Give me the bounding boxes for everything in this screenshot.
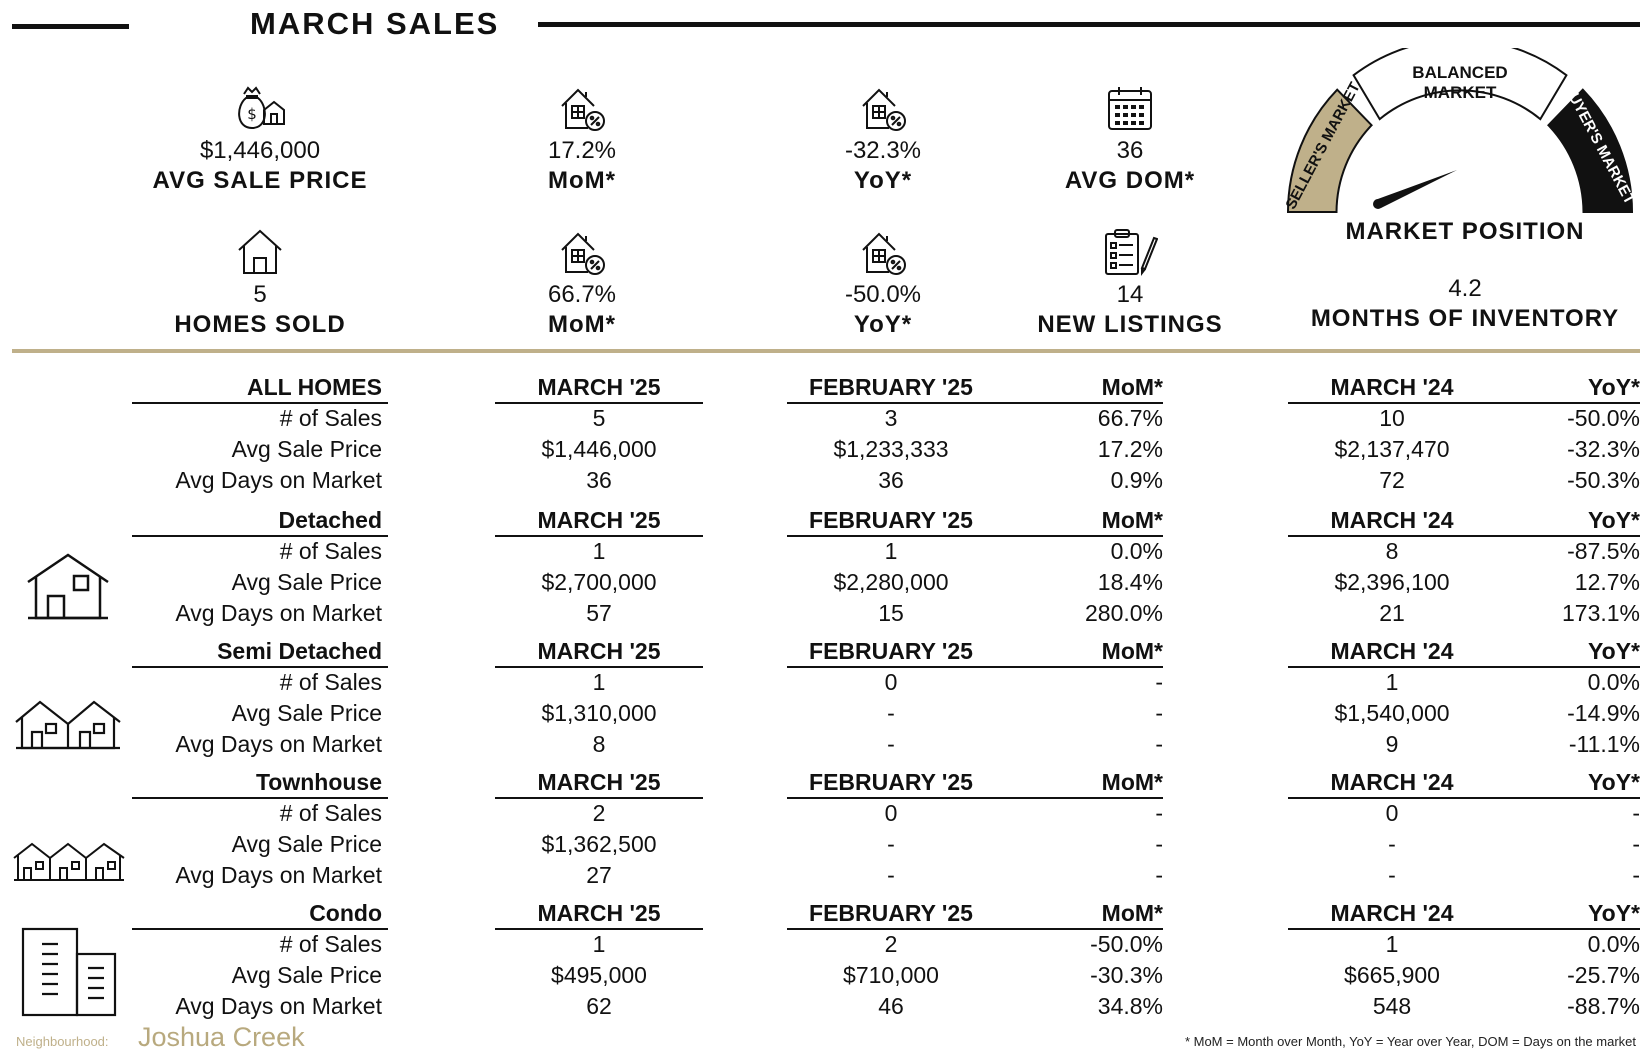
- col-header-yoy: YoY*: [1588, 507, 1640, 533]
- cell-m24: -: [1388, 831, 1396, 857]
- col-header-march-24: MARCH '24: [1330, 769, 1454, 795]
- col-header-march-25: MARCH '25: [537, 900, 661, 926]
- cell-mom: -: [1155, 800, 1163, 826]
- kpi-new-listings: [980, 220, 1280, 340]
- cell-yoy: -88.7%: [1567, 993, 1640, 1019]
- row-label: Avg Sale Price: [231, 831, 382, 857]
- cell-yoy: 0.0%: [1587, 931, 1640, 957]
- gauge-seller-label: SELLER'S MARKET: [1282, 79, 1364, 213]
- house-icon: [236, 228, 284, 276]
- cell-m24: $2,137,470: [1334, 436, 1450, 462]
- cell-mom: 0.0%: [1110, 538, 1163, 564]
- kpi-price-mom: [432, 76, 732, 196]
- cell-m25: $1,310,000: [541, 700, 657, 726]
- sold-yoy-value: -50.0%: [844, 281, 922, 308]
- price-mom-label: MoM*: [548, 167, 616, 194]
- neighbourhood-label: Neighbourhood:: [16, 1034, 109, 1049]
- col-header-march-25: MARCH '25: [537, 769, 661, 795]
- col-header-march-24: MARCH '24: [1330, 638, 1454, 664]
- sold-yoy-label: YoY*: [853, 311, 913, 338]
- price-yoy-value: -32.3%: [844, 137, 922, 164]
- cell-yoy: -: [1632, 831, 1640, 857]
- homes-sold-label: HOMES SOLD: [174, 311, 346, 338]
- cell-m24: -: [1388, 862, 1396, 888]
- avg-sale-price-label: AVG SALE PRICE: [152, 167, 368, 194]
- table-row: [0, 403, 1650, 434]
- cell-m24: 21: [1379, 600, 1405, 626]
- col-header-yoy: YoY*: [1588, 769, 1640, 795]
- col-header-mom: MoM*: [1101, 374, 1163, 400]
- calendar-icon: [1106, 84, 1154, 132]
- homes-sold-value: 5: [253, 281, 267, 308]
- cell-m25: 57: [586, 600, 612, 626]
- cell-mom: -: [1155, 731, 1163, 757]
- table-row: [0, 667, 1650, 698]
- cell-f25: 0: [884, 800, 898, 826]
- col-header-mom: MoM*: [1101, 638, 1163, 664]
- cell-yoy: 12.7%: [1574, 569, 1640, 595]
- col-header-march-24: MARCH '24: [1330, 900, 1454, 926]
- semi-detached-house-icon: [14, 698, 122, 752]
- row-label: # of Sales: [279, 800, 382, 826]
- cell-f25: $1,233,333: [833, 436, 949, 462]
- table-row: [0, 536, 1650, 567]
- section-title: Condo: [309, 900, 382, 926]
- cell-f25: 36: [878, 467, 904, 493]
- gauge-needle: [1375, 170, 1457, 208]
- avg-dom-label: AVG DOM*: [1064, 167, 1196, 194]
- cell-mom: 66.7%: [1097, 405, 1163, 431]
- cell-f25: -: [887, 731, 895, 757]
- col-header-mom: MoM*: [1101, 507, 1163, 533]
- section-divider: [12, 349, 1640, 353]
- kpi-avg-dom: [980, 76, 1280, 196]
- row-label: Avg Sale Price: [231, 700, 382, 726]
- col-header-february-25: FEBRUARY '25: [809, 769, 973, 795]
- col-header-march-24: MARCH '24: [1330, 374, 1454, 400]
- cell-f25: 46: [878, 993, 904, 1019]
- row-label: Avg Days on Market: [175, 862, 382, 888]
- table-header-row: [0, 636, 1650, 667]
- avg-dom-value: 36: [1116, 137, 1144, 164]
- cell-f25: -: [887, 831, 895, 857]
- cell-m24: $665,900: [1344, 962, 1440, 988]
- row-label: Avg Sale Price: [231, 436, 382, 462]
- cell-yoy: -: [1632, 862, 1640, 888]
- condo-building-icon: [20, 926, 120, 1018]
- cell-mom: 17.2%: [1097, 436, 1163, 462]
- cell-m25: 8: [592, 731, 606, 757]
- cell-yoy: -87.5%: [1567, 538, 1640, 564]
- cell-yoy: -: [1632, 800, 1640, 826]
- cell-m25: $2,700,000: [541, 569, 657, 595]
- col-header-mom: MoM*: [1101, 900, 1163, 926]
- new-listings-value: 14: [1116, 281, 1144, 308]
- cell-m24: 548: [1372, 993, 1412, 1019]
- cell-yoy: -14.9%: [1567, 700, 1640, 726]
- col-header-mom: MoM*: [1101, 769, 1163, 795]
- table-row: [0, 991, 1650, 1022]
- cell-f25: -: [887, 862, 895, 888]
- cell-m25: 1: [592, 538, 606, 564]
- cell-f25: -: [887, 700, 895, 726]
- cell-m25: 62: [586, 993, 612, 1019]
- cell-f25: 2: [884, 931, 898, 957]
- kpi-months-of-inventory: [1290, 274, 1640, 334]
- cell-mom: -30.3%: [1090, 962, 1163, 988]
- price-yoy-label: YoY*: [853, 167, 913, 194]
- clipboard-pencil-icon: [1102, 228, 1158, 276]
- kpi-homes-sold: [110, 220, 410, 340]
- col-header-march-25: MARCH '25: [537, 507, 661, 533]
- cell-m25: 1: [592, 931, 606, 957]
- cell-f25: 3: [884, 405, 898, 431]
- cell-m25: $1,362,500: [541, 831, 657, 857]
- table-row: [0, 465, 1650, 496]
- kpi-sold-mom: [432, 220, 732, 340]
- cell-f25: $710,000: [843, 962, 939, 988]
- cell-mom: 280.0%: [1084, 600, 1163, 626]
- section-title: Townhouse: [255, 769, 382, 795]
- house-percent-icon: [859, 84, 907, 132]
- row-label: Avg Sale Price: [231, 569, 382, 595]
- table-header-row: [0, 372, 1650, 403]
- section-title: ALL HOMES: [246, 374, 382, 400]
- cell-m25: 1: [592, 669, 606, 695]
- row-label: Avg Sale Price: [231, 962, 382, 988]
- cell-m24: $2,396,100: [1334, 569, 1450, 595]
- cell-yoy: -50.0%: [1567, 405, 1640, 431]
- table-row: [0, 929, 1650, 960]
- cell-m25: 2: [592, 800, 606, 826]
- table-header-row: [0, 767, 1650, 798]
- svg-text:$: $: [247, 105, 257, 123]
- table-header-row: [0, 505, 1650, 536]
- section-title: Semi Detached: [217, 638, 382, 664]
- cell-yoy: 0.0%: [1587, 669, 1640, 695]
- cell-mom: -: [1155, 862, 1163, 888]
- cell-yoy: 173.1%: [1561, 600, 1640, 626]
- row-label: # of Sales: [279, 931, 382, 957]
- table-row: [0, 598, 1650, 629]
- cell-m24: 1: [1385, 931, 1399, 957]
- gauge-balanced-label: MARKET: [1423, 83, 1497, 102]
- table-row: [0, 434, 1650, 465]
- table-header-row: [0, 898, 1650, 929]
- cell-m25: 36: [586, 467, 612, 493]
- table-row: [0, 960, 1650, 991]
- cell-f25: $2,280,000: [833, 569, 949, 595]
- new-listings-label: NEW LISTINGS: [1037, 311, 1223, 338]
- col-header-march-25: MARCH '25: [537, 374, 661, 400]
- cell-m25: 27: [586, 862, 612, 888]
- cell-f25: 0: [884, 669, 898, 695]
- header-rule-left: [12, 24, 129, 29]
- col-header-yoy: YoY*: [1588, 900, 1640, 926]
- cell-f25: 1: [884, 538, 898, 564]
- cell-m24: 9: [1385, 731, 1399, 757]
- sold-mom-label: MoM*: [548, 311, 616, 338]
- gauge-buyer-label: BUYER'S MARKET: [1559, 80, 1639, 208]
- row-label: Avg Days on Market: [175, 467, 382, 493]
- cell-m24: 72: [1379, 467, 1405, 493]
- cell-m24: 1: [1385, 669, 1399, 695]
- cell-mom: -50.0%: [1090, 931, 1163, 957]
- cell-mom: 18.4%: [1097, 569, 1163, 595]
- cell-yoy: -11.1%: [1568, 731, 1640, 757]
- market-position-label: MARKET POSITION: [1345, 218, 1585, 245]
- cell-yoy: -25.7%: [1567, 962, 1640, 988]
- cell-m25: $1,446,000: [541, 436, 657, 462]
- cell-m25: $495,000: [551, 962, 647, 988]
- col-header-february-25: FEBRUARY '25: [809, 638, 973, 664]
- page-title: MARCH SALES: [250, 6, 500, 41]
- col-header-yoy: YoY*: [1588, 638, 1640, 664]
- col-header-march-24: MARCH '24: [1330, 507, 1454, 533]
- row-label: Avg Days on Market: [175, 600, 382, 626]
- table-row: [0, 698, 1650, 729]
- kpi-avg-sale-price: [110, 76, 410, 196]
- cell-m24: $1,540,000: [1334, 700, 1450, 726]
- cell-mom: -: [1155, 700, 1163, 726]
- cell-m24: 10: [1379, 405, 1405, 431]
- cell-m25: 5: [592, 405, 606, 431]
- house-percent-icon: [859, 228, 907, 276]
- cell-mom: -: [1155, 669, 1163, 695]
- row-label: Avg Days on Market: [175, 993, 382, 1019]
- house-percent-icon: [558, 228, 606, 276]
- sold-mom-value: 66.7%: [547, 281, 617, 308]
- row-label: # of Sales: [279, 669, 382, 695]
- col-header-february-25: FEBRUARY '25: [809, 900, 973, 926]
- cell-yoy: -50.3%: [1567, 467, 1640, 493]
- table-row: [0, 798, 1650, 829]
- col-header-yoy: YoY*: [1588, 374, 1640, 400]
- row-label: Avg Days on Market: [175, 731, 382, 757]
- header-rule-right: [538, 22, 1640, 27]
- cell-yoy: -32.3%: [1567, 436, 1640, 462]
- cell-m24: 0: [1385, 800, 1399, 826]
- cell-mom: 0.9%: [1110, 467, 1163, 493]
- row-label: # of Sales: [279, 405, 382, 431]
- house-percent-icon: [558, 84, 606, 132]
- cell-mom: 34.8%: [1097, 993, 1163, 1019]
- cell-mom: -: [1155, 831, 1163, 857]
- table-row: [0, 829, 1650, 860]
- months-of-inventory-label: MONTHS OF INVENTORY: [1310, 305, 1620, 332]
- footnote: * MoM = Month over Month, YoY = Year over Year, DOM = Days on the market: [1184, 1034, 1636, 1049]
- cell-m24: 8: [1385, 538, 1399, 564]
- money-bag-house-icon: [234, 84, 286, 132]
- price-mom-value: 17.2%: [547, 137, 617, 164]
- cell-f25: 15: [878, 600, 904, 626]
- table-row: [0, 567, 1650, 598]
- col-header-march-25: MARCH '25: [537, 638, 661, 664]
- avg-sale-price-value: $1,446,000: [199, 137, 321, 164]
- col-header-february-25: FEBRUARY '25: [809, 507, 973, 533]
- table-row: [0, 860, 1650, 891]
- gauge-balanced-label: BALANCED: [1412, 63, 1508, 82]
- col-header-february-25: FEBRUARY '25: [809, 374, 973, 400]
- section-title: Detached: [278, 507, 382, 533]
- townhouse-icon: [12, 840, 126, 884]
- detached-house-icon: [26, 552, 110, 622]
- neighbourhood-name: Joshua Creek: [138, 1022, 305, 1052]
- gauge-needle-pivot: [1373, 199, 1383, 209]
- months-of-inventory-value: 4.2: [1448, 275, 1482, 302]
- row-label: # of Sales: [279, 538, 382, 564]
- table-row: [0, 729, 1650, 760]
